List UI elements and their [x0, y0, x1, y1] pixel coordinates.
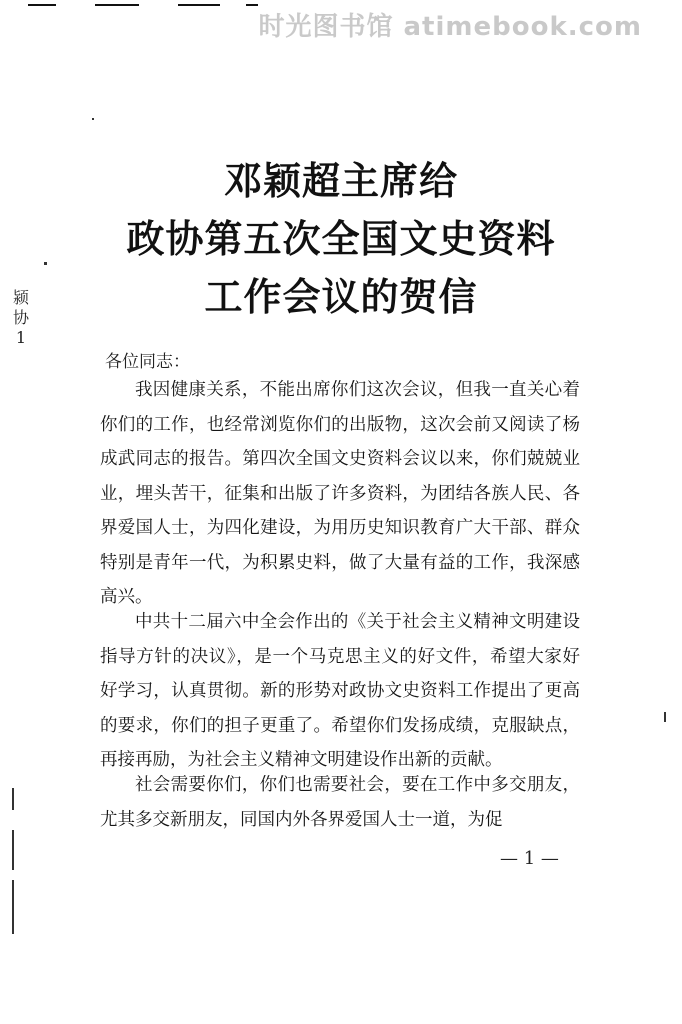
page-number: — 1 —	[500, 848, 559, 869]
margin-binding-mark	[10, 288, 32, 348]
title-line-1: 邓颖超主席给	[223, 159, 458, 203]
letter-paragraph: 中共十二届六中全会作出的《关于社会主义精神文明建设指导方针的决议》，是一个马克思主义的好文件，希望大家好好学习，认真贯彻。新的形势对政协文史资料工作提出了更高的要求，你们的担子更重了。希望你们发扬成绩，克服缺点，再接再励，为社会主义精神文明建设作出新的贡献。	[100, 612, 580, 770]
letter-paragraph: 社会需要你们，你们也需要社会，要在工作中多交朋友，尤其多交新朋友，同国内外各界爱国人士一道，为促	[100, 775, 580, 830]
top-rule	[95, 4, 139, 6]
title-line-3: 工作会议的贺信	[204, 275, 478, 319]
top-rule	[246, 4, 258, 6]
scan-speck	[12, 788, 14, 810]
scan-speck	[44, 262, 47, 265]
margin-char: 1	[15, 328, 27, 347]
top-rule	[178, 4, 220, 6]
watermark: 时光图书馆 atimebook.com	[258, 12, 642, 42]
scan-speck	[12, 830, 14, 870]
scan-speck	[664, 712, 666, 722]
top-rule	[28, 4, 56, 6]
margin-char: 颍	[12, 288, 29, 307]
margin-char: 协	[12, 308, 29, 327]
letter-paragraph: 我因健康关系，不能出席你们这次会议，但我一直关心着你们的工作，也经常浏览你们的出版物，这次会前又阅读了杨成武同志的报告。第四次全国文史资料会议以来，你们兢兢业业，埋头苦干，征集和出版了许多资料，为团结各族人民、各界爱国人士，为四化建设，为用历史知识教育广大干部、群众特别是青年一代，为积累史料，做了大量有益的工作，我深感高兴。	[100, 380, 580, 607]
salutation: 各位同志：	[105, 352, 190, 372]
title-line-2: 政协第五次全国文史资料	[126, 217, 556, 261]
scan-speck	[92, 118, 94, 120]
scan-speck	[12, 880, 14, 934]
